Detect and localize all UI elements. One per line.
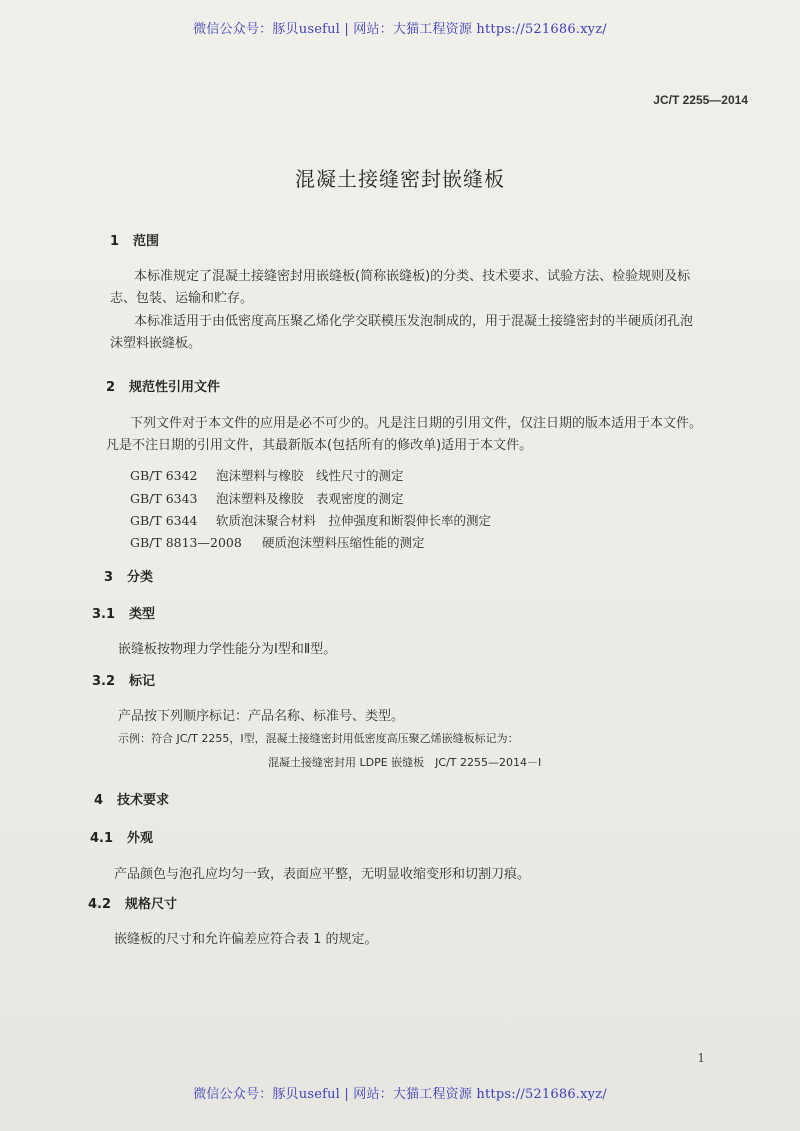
section-number: 4 [94,793,104,808]
section-3-1-text: 嵌缝板按物理力学性能分为Ⅰ型和Ⅱ型。 [118,642,337,657]
reference-item [130,533,425,551]
section-number: 1 [110,234,120,249]
reference-code: GB/T 6344 [130,513,198,528]
section-4-1-text: 产品颜色与泡孔应均匀一致，表面应平整，无明显收缩变形和切割刀痕。 [114,867,531,882]
section-title: 规范性引用文件 [129,380,221,395]
section-title: 标记 [129,674,156,689]
watermark-top: 微信公众号：豚贝useful | 网站：大猫工程资源 https://521686.xyz/ [193,22,607,37]
section-title: 规格尺寸 [125,897,178,912]
section-4-1-heading [90,827,153,846]
section-number: 2 [106,380,116,395]
section-title: 技术要求 [117,793,170,808]
watermark-bottom: 微信公众号：豚贝useful | 网站：大猫工程资源 https://521686.xyz/ [193,1087,607,1102]
section-4-heading [94,789,169,808]
section-2-para-line-1: 下列文件对于本文件的应用是必不可少的。凡是注日期的引用文件，仅注日期的版本适用于本文件。 [130,416,703,431]
section-title: 范围 [133,234,160,249]
section-number: 4.1 [90,831,114,846]
section-3-2-example: 示例：符合 JC/T 2255，Ⅰ型，混凝土接缝密封用低密度高压聚乙烯嵌缝板标记为： [118,732,519,745]
reference-item [130,511,491,529]
section-3-2-example-mark: 混凝土接缝密封用 LDPE 嵌缝板 JC/T 2255—2014－Ⅰ [268,756,542,769]
section-1-para-2-line-2: 沫塑料嵌缝板。 [110,336,202,351]
section-number: 3.1 [92,607,116,622]
standard-code: JC/T 2255—2014 [653,93,748,107]
reference-title: 泡沫塑料及橡胶 表观密度的测定 [216,491,404,506]
reference-code: GB/T 8813—2008 [130,535,242,550]
reference-code: GB/T 6343 [130,491,198,506]
section-number: 3.2 [92,674,116,689]
page-number: 1 [697,1051,705,1065]
section-3-2-heading [92,670,155,689]
section-4-2-text: 嵌缝板的尺寸和允许偏差应符合表 1 的规定。 [114,932,378,947]
reference-code: GB/T 6342 [130,468,198,483]
section-4-2-heading [88,893,177,912]
reference-item [130,489,404,507]
section-2-heading [106,376,220,395]
section-2-para-line-2: 凡是不注日期的引用文件，其最新版本(包括所有的修改单)适用于本文件。 [106,438,533,453]
section-title: 分类 [127,570,154,585]
reference-item [130,466,404,484]
section-1-para-1-line-1: 本标准规定了混凝土接缝密封用嵌缝板(简称嵌缝板)的分类、技术要求、试验方法、检验规则及标 [134,269,691,284]
section-number: 4.2 [88,897,112,912]
reference-title: 软质泡沫聚合材料 拉伸强度和断裂伸长率的测定 [216,513,492,528]
section-number: 3 [104,570,114,585]
section-3-heading [104,566,153,585]
section-1-heading [110,230,159,249]
document-title: 混凝土接缝密封嵌缝板 [295,167,505,191]
section-title: 类型 [129,607,156,622]
section-1-para-2-line-1: 本标准适用于由低密度高压聚乙烯化学交联模压发泡制成的，用于混凝土接缝密封的半硬质闭孔泡 [134,314,694,329]
section-title: 外观 [127,831,154,846]
section-1-para-1-line-2: 志、包装、运输和贮存。 [110,291,254,306]
section-3-2-text: 产品按下列顺序标记：产品名称、标准号、类型。 [118,709,405,724]
section-3-1-heading [92,603,155,622]
reference-title: 硬质泡沫塑料压缩性能的测定 [262,535,425,550]
reference-title: 泡沫塑料与橡胶 线性尺寸的测定 [216,468,404,483]
